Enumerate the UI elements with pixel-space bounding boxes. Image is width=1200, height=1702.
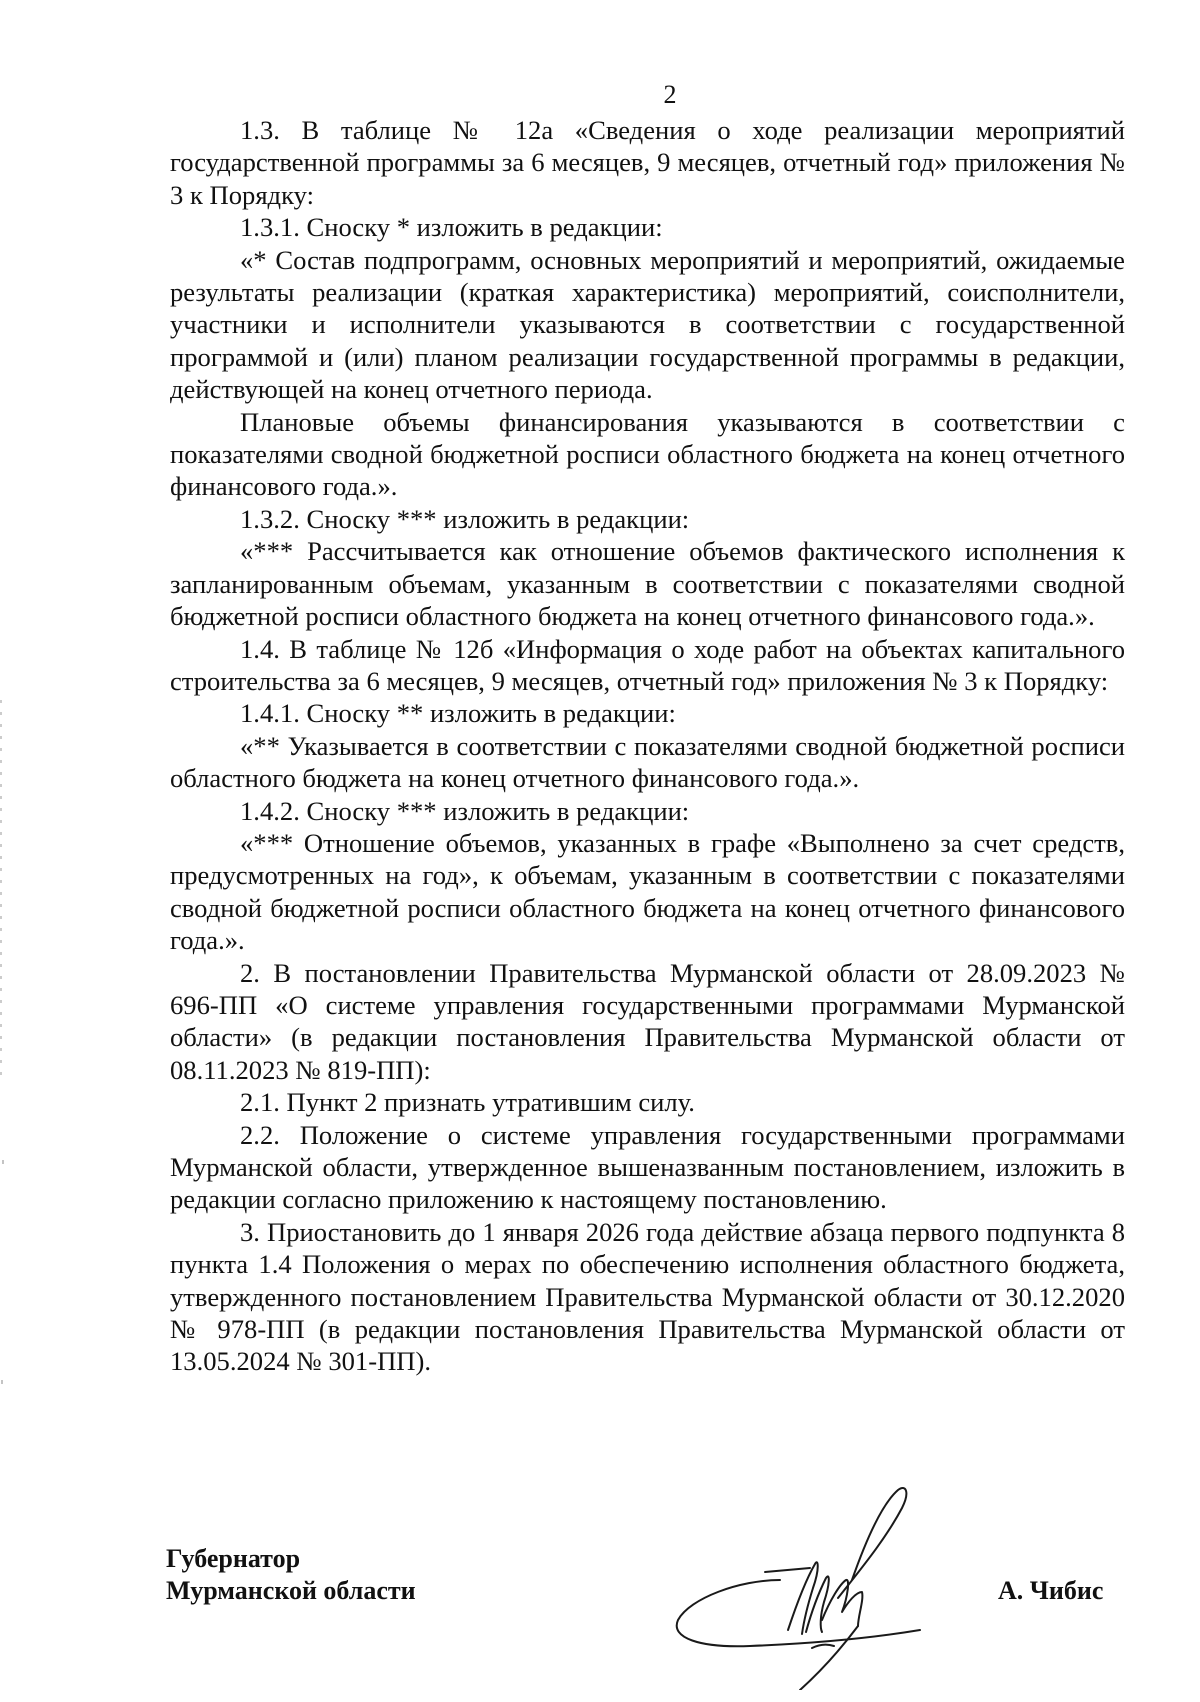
paragraph-2-1: 2.1. Пункт 2 признать утратившим силу. <box>240 1087 695 1118</box>
paragraph-1-3-2: 1.3.2. Сноску *** изложить в редакции: <box>240 503 690 534</box>
page-number: 2 <box>663 80 677 109</box>
paragraph-2: 2. В постановлении Правительства Мурманской области от 28.09.2023 № 696-ПП «О системе управления государственными программами Мурманской области» (в редакции постановления Правительства Мурманской области от 08.11.2023 № 819-ПП): <box>170 957 1125 1085</box>
signatory-title-line1: Губернатор <box>166 1544 301 1573</box>
paragraph-planned-volumes: Плановые объемы финансирования указываются в соответствии с показателями сводной бюджетной росписи областного бюджета на конец отчетного финансового года.». <box>170 406 1125 502</box>
paragraph-footnote-star: «* Состав подпрограмм, основных мероприятий и мероприятий, ожидаемые результаты реализации (краткая характеристика) мероприятий, соисполнители, участники и исполнители указываются в соответствии с государственной программой и (или) планом реализации государственной программы в редакции, действующей на конец отчетного периода. <box>170 244 1125 405</box>
paragraph-3: 3. Приостановить до 1 января 2026 года действие абзаца первого подпункта 8 пункта 1.4 Положения о мерах по обеспечению исполнения областного бюджета, утвержденного постановлением Правительства Мурманской области от 30.12.2020 № 978-ПП (в редакции постановления Правительства Мурманской области от 13.05.2024 № 301-ПП). <box>170 1216 1125 1377</box>
document-body <box>170 114 1125 1378</box>
paragraph-1-3-1: 1.3.1. Сноску * изложить в редакции: <box>240 212 663 243</box>
signatory-title <box>166 1543 416 1607</box>
paragraph-1-3: 1.3. В таблице № 12а «Сведения о ходе реализации мероприятий государственной программы за 6 месяцев, 9 месяцев, отчетный год» приложения № 3 к Порядку: <box>170 115 1125 210</box>
paragraph-footnote-two-stars: «** Указывается в соответствии с показателями сводной бюджетной росписи областного бюджета на конец отчетного финансового года.». <box>170 730 1125 794</box>
paragraph-2-2: 2.2. Положение о системе управления государственными программами Мурманской области, утвержденное вышеназванным постановлением, изложить в редакции согласно приложению к настоящему постановлению. <box>170 1119 1125 1215</box>
paragraph-footnote-ratio: «*** Отношение объемов, указанных в графе «Выполнено за счет средств, предусмотренных на год», к объемам, указанным в соответствии с показателями сводной бюджетной росписи областного бюджета на конец отчетного финансового года.». <box>170 827 1125 956</box>
paragraph-1-4-2: 1.4.2. Сноску *** изложить в редакции: <box>240 795 690 826</box>
signatory-title-line2: Мурманской области <box>166 1576 416 1605</box>
signatory-name: А. Чибис <box>998 1576 1104 1605</box>
paragraph-footnote-three-stars: «*** Рассчитывается как отношение объемов фактического исполнения к запланированным объемам, указанным в соответствии с показателями сводной бюджетной росписи областного бюджета на конец отчетного финансового года.». <box>170 536 1125 632</box>
paragraph-1-4: 1.4. В таблице № 12б «Информация о ходе работ на объектах капитального строительства за 6 месяцев, 9 месяцев, отчетный год» приложения № 3 к Порядку: <box>170 633 1125 696</box>
handwritten-signature <box>670 1480 950 1690</box>
paragraph-1-4-1: 1.4.1. Сноску ** изложить в редакции: <box>240 698 676 729</box>
scan-margin-marks <box>0 0 12 1702</box>
